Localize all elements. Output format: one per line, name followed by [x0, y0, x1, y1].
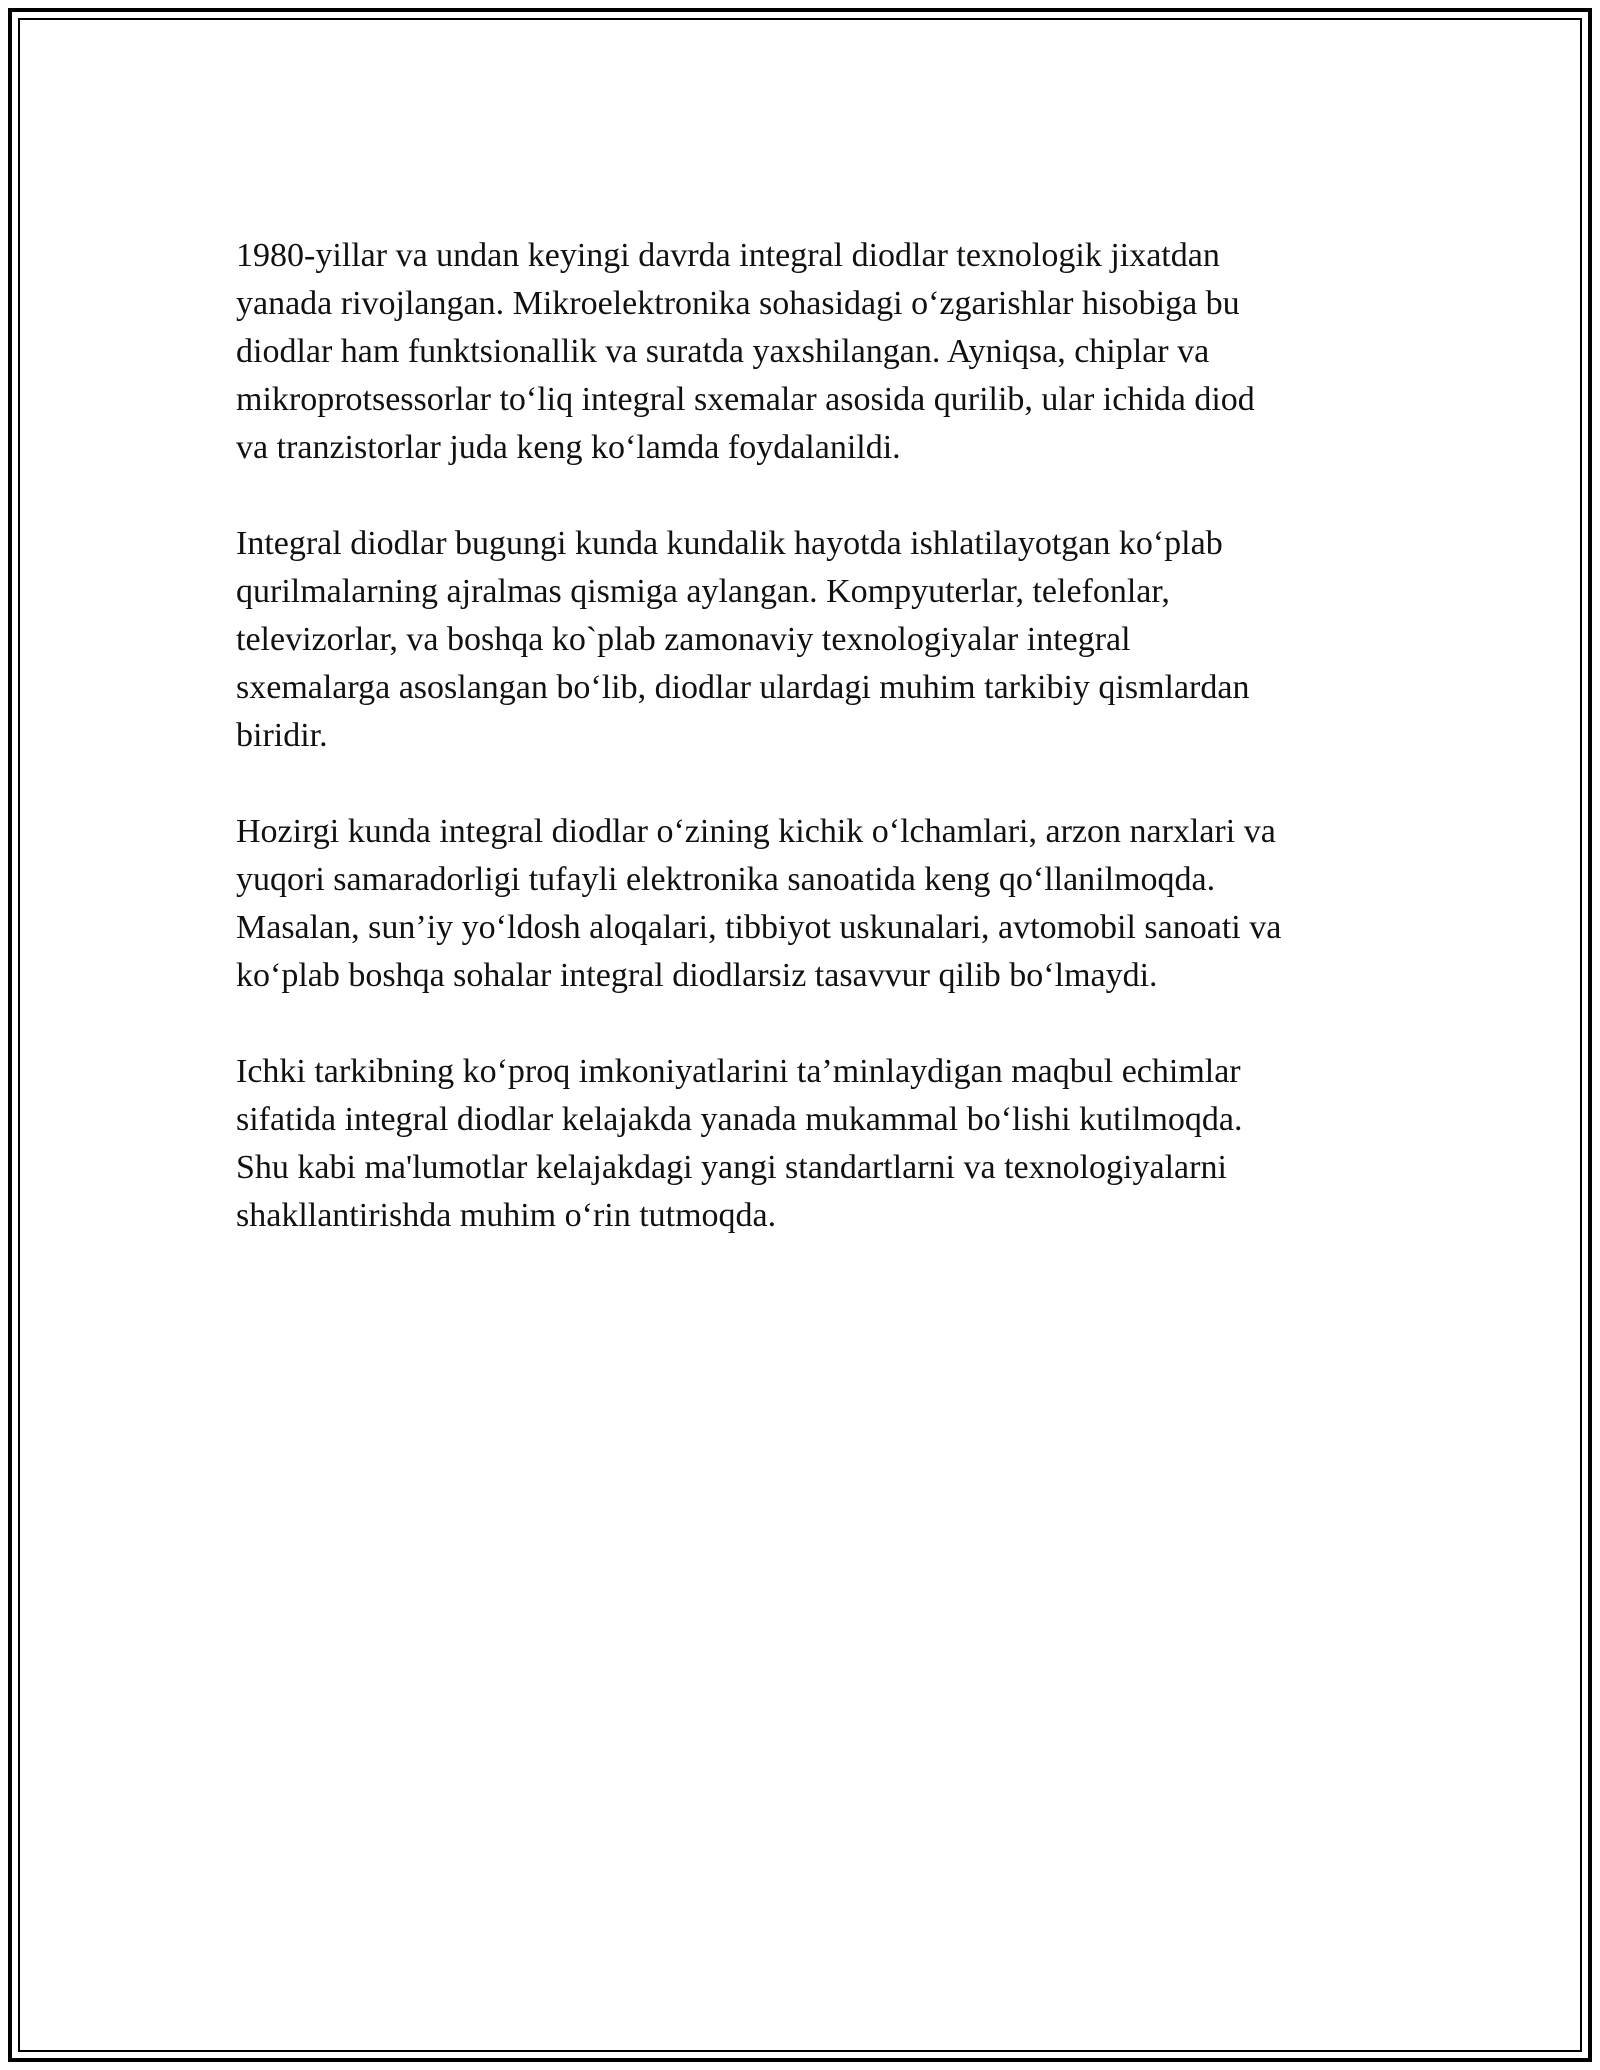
paragraph-4: Ichki tarkibning ko‘proq imkoniyatlarini ta’minlaydigan maqbul echimlar sifatida integral diodlar kelajakda yanada mukammal bo‘lishi kutilmoqda. Shu kabi ma'lumotlar kelajakdagi yangi standartlarni va texnologiyalarni shakllantirishda muhim o‘rin tutmoqda. [236, 1053, 1243, 1234]
paragraph-3: Hozirgi kunda integral diodlar o‘zining kichik o‘lchamlari, arzon narxlari va yuqori samaradorligi tufayli elektronika sanoatida keng qo‘llanilmoqda. Masalan, sun’iy yo‘ldosh aloqalari, tibbiyot uskunalari, avtomobil sanoati va ko‘plab boshqa sohalar integral diodlarsiz tasavvur qilib bo‘lmaydi. [236, 813, 1282, 994]
document-body [236, 232, 1386, 1288]
paragraph-1: 1980-yillar va undan keyingi davrda integral diodlar texnologik jixatdan yanada rivojlangan. Mikroelektronika sohasidagi o‘zgarishlar hisobiga bu diodlar ham funktsionallik va suratda yaxshilangan. Ayniqsa, chiplar va mikroprotsessorlar to‘liq integral sxemalar asosida qurilib, ular ichida diod va tranzistorlar juda keng ko‘lamda foydalanildi. [236, 237, 1255, 466]
paragraph-2: Integral diodlar bugungi kunda kundalik hayotda ishlatilayotgan ko‘plab qurilmalarning ajralmas qismiga aylangan. Kompyuterlar, telefonlar, televizorlar, va boshqa ko`plab zamonaviy texnologiyalar integral sxemalarga asoslangan bo‘lib, diodlar ulardagi muhim tarkibiy qismlardan biridir. [236, 525, 1250, 754]
